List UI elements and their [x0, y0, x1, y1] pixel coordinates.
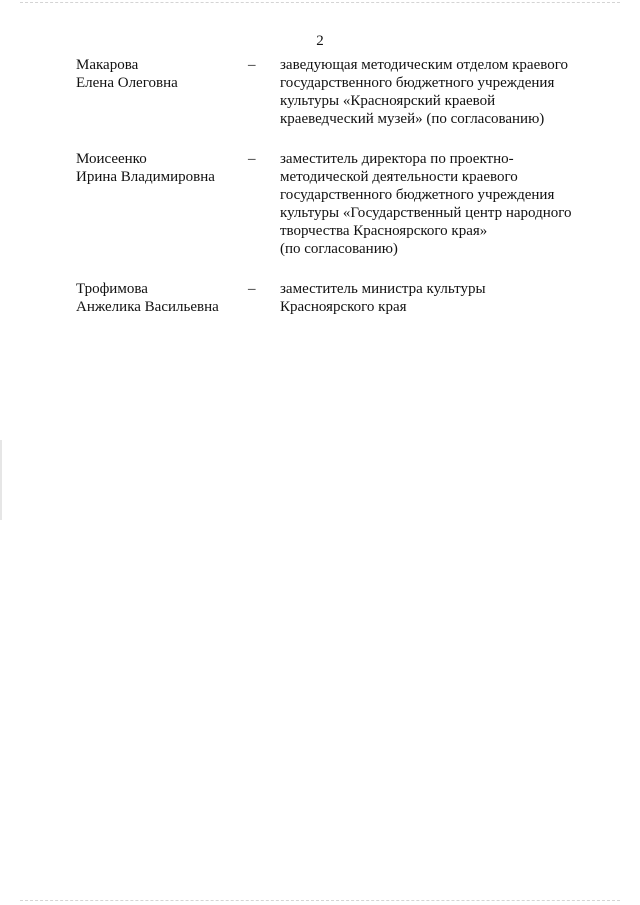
member-entry-trofimova: [76, 280, 596, 316]
member-position: [280, 150, 590, 258]
member-position: [280, 280, 590, 316]
member-name: [76, 56, 248, 92]
scan-edge-left: [0, 440, 2, 520]
position-line: Красноярского края: [280, 299, 407, 315]
position-line: заместитель министра культуры: [280, 281, 486, 297]
scan-border-bottom: [20, 900, 620, 901]
member-given-names: Елена Олеговна: [76, 75, 178, 91]
member-name: [76, 150, 248, 186]
position-line: творчества Красноярского края»: [280, 223, 488, 239]
member-surname: Макарова: [76, 57, 139, 73]
member-list: [76, 56, 596, 338]
position-line: государственного бюджетного учреждения: [280, 75, 555, 91]
position-line: государственного бюджетного учреждения: [280, 187, 555, 203]
member-entry-moiseenko: [76, 150, 596, 258]
position-line: культуры «Красноярский краевой: [280, 93, 496, 109]
position-line: культуры «Государственный центр народного: [280, 205, 572, 221]
member-given-names: Анжелика Васильевна: [76, 299, 219, 315]
dash-separator: –: [248, 151, 256, 167]
page-number: 2: [316, 33, 324, 49]
position-line: краеведческий музей» (по согласованию): [280, 111, 545, 127]
member-entry-makarova: [76, 56, 596, 128]
member-position: [280, 56, 590, 128]
dash-separator: –: [248, 57, 256, 73]
member-surname: Трофимова: [76, 281, 148, 297]
position-line: заведующая методическим отделом краевого: [280, 57, 569, 73]
position-line: методической деятельности краевого: [280, 169, 518, 185]
position-line: заместитель директора по проектно-: [280, 151, 514, 167]
position-line: (по согласованию): [280, 241, 398, 257]
member-name: [76, 280, 248, 316]
dash-separator: –: [248, 281, 256, 297]
member-surname: Моисеенко: [76, 151, 147, 167]
scan-border-top: [20, 2, 620, 3]
member-given-names: Ирина Владимировна: [76, 169, 215, 185]
